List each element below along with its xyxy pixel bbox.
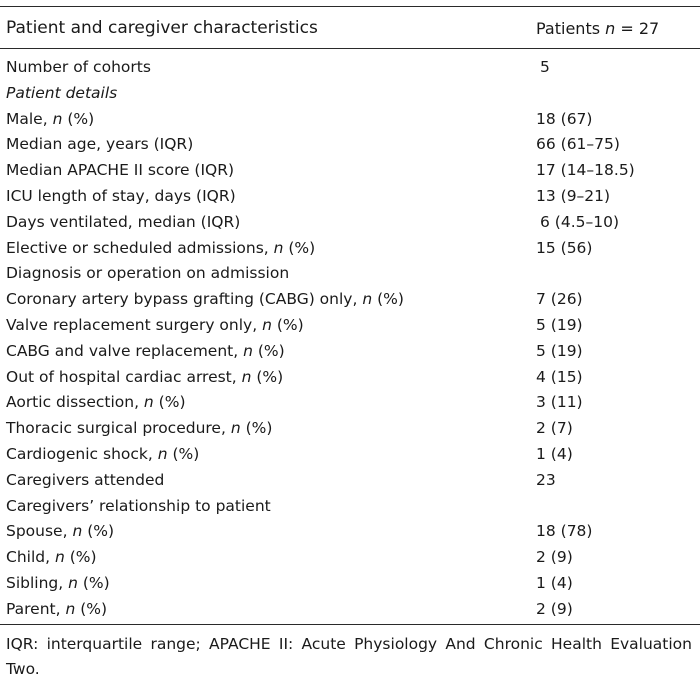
row-label-text: Child, [6,548,55,567]
row-label-unit: n (%) [243,341,285,360]
row-label-text: Patient details [6,83,118,102]
section-heading-row [6,81,696,107]
row-label-unit: n (%) [68,573,110,592]
row-label-text: Days ventilated, median (IQR) [6,212,241,231]
row-label [6,494,271,520]
row-label [6,597,107,623]
row-label-text: Sibling, [6,573,69,592]
table-row [6,365,696,391]
row-value: 5 (19) [536,315,583,334]
table-row [6,287,696,313]
table-row [6,158,696,184]
table-row [6,184,696,210]
row-label [6,365,283,391]
row-label-unit: n (%) [362,290,404,309]
row-value: 15 (56) [536,238,593,257]
row-label-text: Median APACHE II score (IQR) [6,161,235,180]
row-value: 66 (61–75) [536,135,620,154]
table-row [6,519,696,545]
table-row [6,107,696,133]
header-patients-prefix: Patients [536,19,606,38]
row-label [6,313,304,339]
row-label-text: Caregivers’ relationship to patient [6,496,271,515]
row-label-text: Aortic dissection, [6,393,144,412]
row-value: 1 (4) [536,444,573,463]
row-value: 2 (7) [536,419,573,438]
table-row [6,313,696,339]
row-label-unit: n (%) [54,548,97,567]
table-row [6,571,696,597]
unit-n: n [230,419,241,438]
row-label [6,390,186,416]
row-value: 2 (9) [536,548,573,567]
row-label-unit: n (%) [52,109,95,128]
row-label-unit: n (%) [241,367,284,386]
row-label-text: Thoracic surgical procedure, [6,419,231,438]
row-label [6,442,199,468]
row-label [6,339,285,365]
table-header-rule [0,48,700,49]
row-label [6,545,97,571]
row-label [6,210,240,236]
table-top-rule [0,6,700,7]
table-row [6,210,696,236]
row-label-unit: n (%) [157,444,200,463]
row-label [6,107,94,133]
row-label-text: Spouse, [6,522,73,541]
row-label-unit: n (%) [65,599,108,618]
table-row [6,416,696,442]
unit-n: n [72,522,83,541]
row-label [6,519,114,545]
row-value: 6 (4.5–10) [540,212,620,231]
unit-n: n [68,573,78,592]
row-value: 18 (78) [536,522,593,541]
table-row [6,494,696,520]
row-value: 18 (67) [536,109,593,128]
row-label-unit: n (%) [230,419,273,438]
table-row [6,236,696,262]
row-value: 23 [536,470,556,489]
row-value: 5 (19) [536,341,583,360]
unit-n: n [241,367,252,386]
unit-n: n [143,393,154,412]
row-value: 13 (9–21) [536,186,611,205]
row-label [6,184,236,210]
row-label-text: Caregivers attended [6,470,165,489]
row-label [6,55,151,81]
row-value: 17 (14–18.5) [536,161,635,180]
row-label-text: Male, [6,109,53,128]
unit-n: n [157,444,168,463]
table-bottom-rule [0,624,700,625]
unit-n: n [243,341,253,360]
row-label [6,158,234,184]
header-patients [536,19,659,38]
row-label [6,81,117,107]
row-value: 3 (11) [536,393,583,412]
row-label-text: Elective or scheduled admissions, [6,238,274,257]
row-label-text: Cardiogenic shock, [6,444,158,463]
table-row [6,597,696,623]
unit-n: n [362,290,373,309]
row-label [6,236,315,262]
row-label [6,571,110,597]
row-value: 2 (9) [536,599,573,618]
row-label-text: Parent, [6,599,66,618]
row-label-unit: n (%) [262,315,304,334]
unit-n: n [52,109,63,128]
table-row [6,132,696,158]
row-label-unit: n (%) [72,522,115,541]
table-row [6,261,696,287]
row-label-unit: n (%) [143,393,186,412]
row-value: 4 (15) [536,367,583,386]
row-label [6,132,193,158]
row-label-text: Coronary artery bypass grafting (CABG) only, [6,290,363,309]
table-row [6,55,696,81]
table-row [6,545,696,571]
header-characteristics: Patient and caregiver characteristics [6,18,318,38]
unit-n: n [262,315,272,334]
table-body [6,55,696,623]
unit-n: n [273,238,284,257]
unit-n: n [65,599,76,618]
table-footnote: IQR: interquartile range; APACHE II: Acute Physiology And Chronic Health Evaluation Two. [6,635,692,678]
table-row [6,390,696,416]
table-row [6,339,696,365]
row-value: 1 (4) [536,573,573,592]
row-label-unit: n (%) [273,238,316,257]
row-label [6,416,272,442]
row-label-text: Number of cohorts [6,58,151,76]
table-row [6,468,696,494]
row-label [6,261,289,287]
row-label-text: Median age, years (IQR) [6,135,194,154]
row-label [6,287,404,313]
row-label-text: Diagnosis or operation on admission [6,264,290,283]
header-patients-suffix: = 27 [615,19,660,38]
row-label [6,468,164,494]
row-value: 5 [540,58,550,76]
table-row [6,442,696,468]
row-value: 7 (26) [536,290,583,309]
unit-n: n [54,548,65,567]
row-label-text: Valve replacement surgery only, [6,315,263,334]
table-header [6,18,696,40]
row-label-text: CABG and valve replacement, [6,341,244,360]
row-label-text: Out of hospital cardiac arrest, [6,367,242,386]
row-label-text: ICU length of stay, days (IQR) [6,186,236,205]
header-patients-n: n [605,19,616,38]
